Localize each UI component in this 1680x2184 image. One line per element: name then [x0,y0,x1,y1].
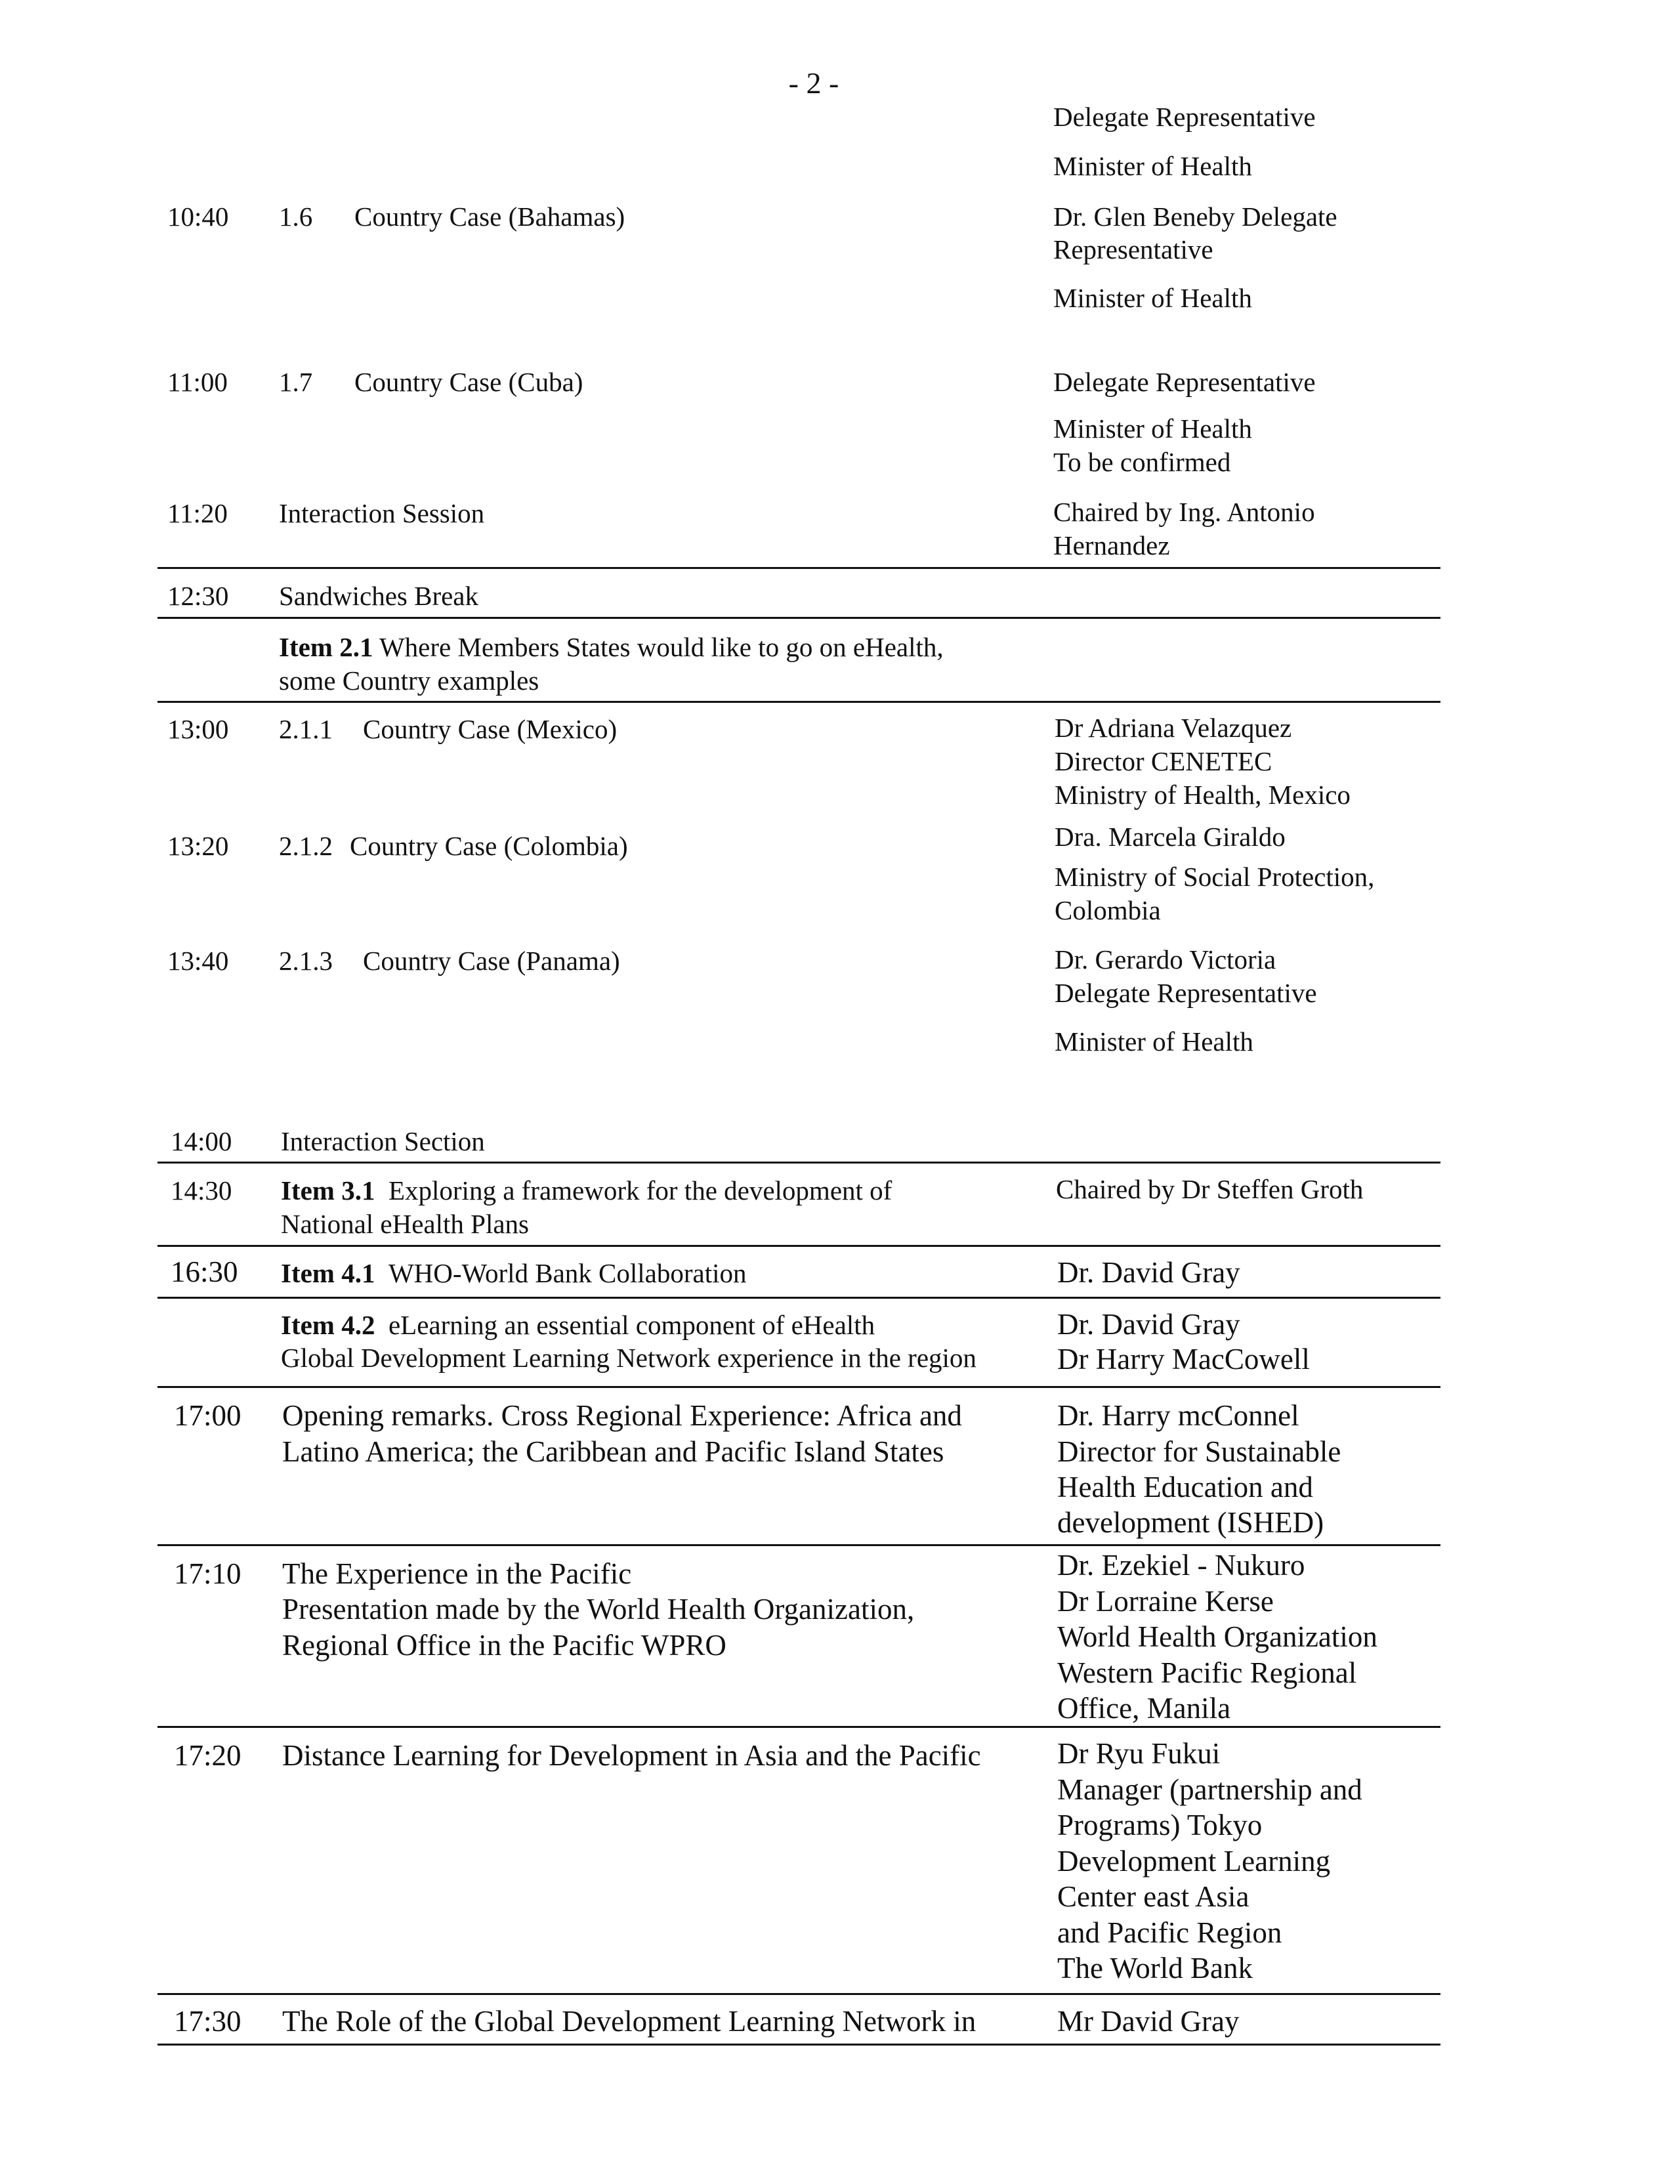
item-number: Item 4.2 [281,1310,375,1340]
session-time: 13:20 [167,831,229,861]
session-title: Country Case (Colombia) [350,831,628,861]
table-rule [158,2044,1440,2046]
speaker-line: Hernandez [1053,530,1170,560]
session-title: Country Case (Mexico) [363,714,618,744]
session-time: 17:20 [174,1739,242,1772]
speaker-line: Dr Adriana Velazquez [1055,713,1292,743]
table-rule [158,1993,1440,1995]
session-title: The Experience in the Pacific [282,1557,632,1590]
speaker-line: Western Pacific Regional [1057,1656,1357,1689]
session-title: The Role of the Global Development Learning Network in [282,2005,976,2038]
speaker-line: Chaired by Ing. Antonio [1053,497,1315,527]
speaker-line: Center east Asia [1057,1880,1250,1913]
session-title: Country Case (Panama) [363,946,620,976]
speaker-line: Dr. David Gray [1057,1308,1240,1341]
item-number: Item 3.1 [281,1175,375,1206]
item-title-line: some Country examples [279,665,539,696]
session-title: Interaction Session [279,498,485,528]
speaker-line: Health Education and [1057,1471,1313,1503]
speaker-line: Dr Ryu Fukui [1057,1737,1221,1770]
session-number: 2.1.2 [279,831,333,861]
item-title: WHO-World Bank Collaboration [388,1258,747,1288]
speaker-line: Delegate Representative [1053,367,1316,397]
speaker-line: Ministry of Social Protection, [1055,862,1375,892]
item-title-line: National eHealth Plans [281,1209,530,1239]
speaker-line: Programs) Tokyo [1057,1809,1263,1841]
speaker-line: Dr. Ezekiel - Nukuro [1057,1549,1305,1582]
speaker-line: Minister of Health [1053,151,1252,181]
item-title: eLearning an essential component of eHealth [388,1310,875,1340]
page-number: - 2 - [788,66,839,100]
item-number: Item 4.1 [281,1258,375,1288]
session-number: 1.6 [279,201,313,232]
session-title: Distance Learning for Development in Asia and the Pacific [282,1739,981,1772]
session-title: Sandwiches Break [279,581,478,611]
speaker-line: Colombia [1055,895,1161,925]
session-number: 2.1.3 [279,946,333,976]
speaker-line: Minister of Health [1055,1026,1253,1057]
session-time: 14:30 [171,1175,232,1206]
session-time: 11:00 [167,367,228,397]
speaker-line: Minister of Health [1053,413,1252,444]
session-time: 17:00 [174,1399,242,1432]
session-time: 13:00 [167,714,229,744]
session-time: 10:40 [167,201,229,232]
session-time: 17:10 [174,1557,242,1590]
speaker-line: Director for Sustainable [1057,1435,1341,1468]
table-rule [158,1245,1440,1247]
speaker-line: Dr. Harry mcConnel [1057,1399,1299,1432]
speaker-line: Dr Lorraine Kerse [1057,1585,1274,1618]
speaker-line: Dra. Marcela Giraldo [1055,822,1286,852]
table-rule [158,1297,1440,1299]
session-title: Country Case (Cuba) [354,367,583,397]
item-number: Item 2.1 [279,632,373,662]
speaker-line: Office, Manila [1057,1692,1231,1725]
session-title-line: Presentation made by the World Health Organization, [282,1593,915,1626]
item-title-line: Global Development Learning Network experience in the region [281,1343,976,1373]
session-number: 1.7 [279,367,313,397]
speaker-line: Dr Harry MacCowell [1057,1343,1310,1376]
session-title: Country Case (Bahamas) [354,201,625,232]
speaker-line: Mr David Gray [1057,2005,1240,2038]
agenda-item [281,1173,892,1208]
session-title: Interaction Section [281,1126,485,1156]
session-time: 12:30 [167,581,229,611]
session-title-line: Regional Office in the Pacific WPRO [282,1629,726,1662]
agenda-item [279,630,944,664]
session-time: 16:30 [171,1255,238,1288]
speaker-line: Delegate Representative [1055,978,1317,1008]
table-rule [158,617,1440,619]
session-time: 11:20 [167,498,228,528]
speaker-line: The World Bank [1057,1952,1253,1984]
speaker-line: Dr. Glen Beneby Delegate [1053,201,1337,232]
speaker-line: Development Learning [1057,1845,1331,1878]
table-rule [158,1726,1440,1728]
speaker-line: Delegate Representative [1053,102,1316,132]
session-number: 2.1.1 [279,714,333,744]
speaker-line: Dr. Gerardo Victoria [1055,944,1276,975]
speaker-line: To be confirmed [1053,447,1231,477]
agenda-item [281,1256,747,1290]
speaker-line: Dr. David Gray [1057,1256,1240,1289]
table-rule [158,1162,1440,1164]
speaker-line: Ministry of Health, Mexico [1055,780,1351,810]
session-time: 13:40 [167,946,229,976]
speaker-line: World Health Organization [1057,1620,1377,1653]
speaker-line: Representative [1053,234,1213,264]
speaker-line: development (ISHED) [1057,1506,1324,1539]
speaker-line: and Pacific Region [1057,1916,1282,1949]
item-title: Where Members States would like to go on eHealth, [379,632,944,662]
agenda-item [281,1308,875,1342]
speaker-line: Director CENETEC [1055,746,1272,776]
table-rule [158,701,1440,703]
item-title: Exploring a framework for the development of [388,1175,892,1206]
session-title: Opening remarks. Cross Regional Experience: Africa and [282,1399,962,1432]
session-time: 14:00 [171,1126,232,1156]
session-title-line: Latino America; the Caribbean and Pacific Island States [282,1435,944,1468]
table-rule [158,1386,1440,1388]
speaker-line: Minister of Health [1053,283,1252,313]
table-rule [158,567,1440,569]
speaker-line: Manager (partnership and [1057,1773,1362,1806]
session-time: 17:30 [174,2005,242,2038]
table-rule [158,1544,1440,1546]
speaker-line: Chaired by Dr Steffen Groth [1056,1174,1364,1204]
